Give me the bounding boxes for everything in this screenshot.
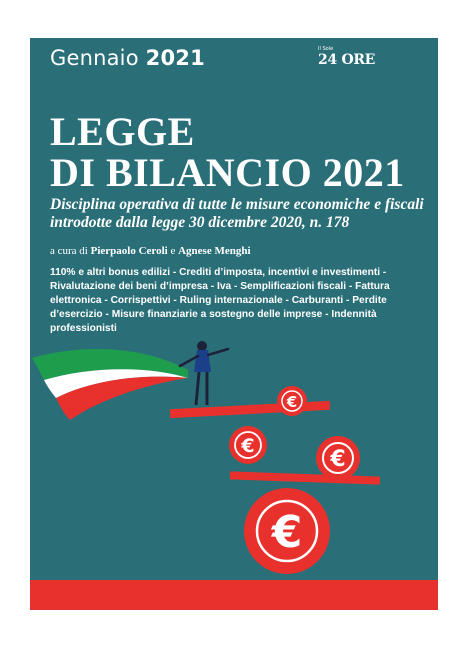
issue-month: Gennaio xyxy=(50,46,139,70)
euro-coin-icon xyxy=(244,488,330,574)
editors-joiner: e xyxy=(170,245,176,257)
book-subtitle: Disciplina operativa di tutte le misure economiche e fiscali introdotte dalla legge 30 dicembre 2020, n. 178 xyxy=(50,196,424,231)
publisher-logo-main: 24 ORE xyxy=(318,52,376,68)
editors-prefix: a cura di xyxy=(50,245,88,257)
editors-credit xyxy=(50,245,251,257)
euro-coin-icon xyxy=(316,436,360,480)
issue-year: 2021 xyxy=(145,46,205,70)
bottom-red-band xyxy=(30,580,438,610)
topics-list: 110% e altri bonus edilizi - Crediti d’imposta, incentivi e investimenti - Rivalutazione dei beni d’impresa - Iva - Semplificazioni fiscali - Fattura elettronica - Corrispettivi - Ruling internazionale - Carburanti - Perdite d’esercizio - Misure finanziarie a sostegno delle imprese - Indennità professionisti xyxy=(50,267,390,334)
euro-coin-icon xyxy=(229,426,267,464)
euro-coin-icon xyxy=(277,386,307,416)
coin-symbol: € xyxy=(271,507,303,558)
cover-illustration xyxy=(30,328,438,610)
editor-name-1: Pierpaolo Ceroli xyxy=(90,245,168,257)
editor-name-2: Agnese Menghi xyxy=(178,245,251,257)
coin-symbol: € xyxy=(330,447,346,472)
coin-symbol: € xyxy=(286,393,298,411)
book-title xyxy=(50,111,405,193)
book-title-line-1: LEGGE xyxy=(50,109,195,154)
book-cover xyxy=(30,38,438,610)
coin-symbol: € xyxy=(241,435,255,457)
publisher-logo xyxy=(318,46,398,70)
italian-flag-cape xyxy=(32,349,188,420)
issue-date xyxy=(50,46,205,70)
balance-plank-lower xyxy=(230,471,380,484)
publisher-logo-small: Il Sole xyxy=(318,46,334,52)
book-title-line-2: DI BILANCIO 2021 xyxy=(50,150,405,195)
